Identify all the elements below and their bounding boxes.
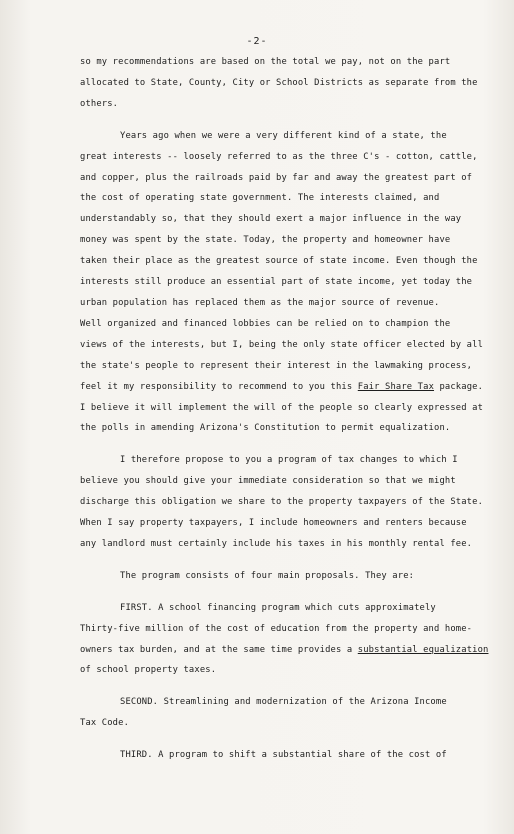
paragraph-3: [80, 450, 484, 555]
text-line: allocated to State, County, City or School Districts as separate from the: [80, 77, 478, 88]
paragraph-second-proposal: [80, 692, 475, 734]
underlined-substantial-equalization: substantial equalization: [357, 644, 489, 655]
text-line: any landlord must certainly include his taxes in his monthly rental fee.: [80, 538, 473, 549]
text-line: I believe it will implement the will of the people so clearly expressed at: [80, 402, 484, 413]
text-line: of school property taxes.: [80, 665, 217, 676]
text-line: THIRD. A program to shift a substantial share of the cost of: [120, 750, 447, 761]
text-line: the polls in amending Arizona's Constitution to permit equalization.: [80, 423, 451, 434]
text-fragment: owners tax burden, and at the same time provides a: [80, 644, 358, 655]
text-line: so my recommendations are based on the total we pay, not on the part: [80, 57, 451, 67]
text-line: believe you should give your immediate consideration so that we might: [80, 476, 456, 487]
text-line: Well organized and financed lobbies can be relied on to champion the: [80, 318, 451, 329]
text-line: others.: [80, 98, 119, 109]
text-line: the state's people to represent their interest in the lawmaking process,: [80, 360, 473, 371]
text-line: urban population has replaced them as the major source of revenue.: [80, 297, 440, 308]
text-line: views of the interests, but I, being the only state officer elected by all: [80, 339, 484, 350]
text-line: When I say property taxpayers, I include homeowners and renters because: [80, 518, 467, 529]
text-line: the cost of operating state government. The interests claimed, and: [80, 193, 440, 204]
text-line: I therefore propose to you a program of tax changes to which I: [120, 455, 458, 466]
text-line: discharge this obligation we share to the property taxpayers of the State.: [80, 497, 484, 508]
paragraph-4: [80, 566, 475, 587]
text-fragment: package.: [434, 381, 484, 392]
underlined-fair-share-tax: Fair Share Tax: [357, 381, 435, 392]
paragraph-1: [80, 52, 478, 115]
text-line: FIRST. A school financing program which cuts approximately: [120, 602, 436, 613]
text-line-fair-share: [80, 377, 484, 398]
paragraph-first-proposal: [80, 598, 489, 682]
paragraph-third-proposal: [80, 745, 475, 766]
text-line: Years ago when we were a very different kind of a state, the: [120, 130, 447, 141]
text-line: The program consists of four main proposals. They are:: [120, 570, 415, 581]
paragraph-2: [80, 126, 484, 440]
text-line: Thirty-five million of the cost of education from the property and home-: [80, 623, 473, 634]
text-line: money was spent by the state. Today, the property and homeowner have: [80, 235, 451, 246]
text-line: SECOND. Streamlining and modernization of the Arizona Income: [120, 697, 447, 708]
text-line: understandably so, that they should exert a major influence in the way: [80, 214, 462, 225]
document-body: [80, 52, 489, 766]
text-line-equalization: [80, 640, 489, 661]
text-fragment: feel it my responsibility to recommend to you this: [80, 381, 358, 392]
text-line: great interests -- loosely referred to as the three C's - cotton, cattle,: [80, 151, 478, 162]
text-line: taken their place as the greatest source of state income. Even though the: [80, 256, 478, 267]
text-line: interests still produce an essential part of state income, yet today the: [80, 277, 473, 288]
text-line: Tax Code.: [80, 718, 130, 729]
page-number: -2-: [246, 36, 268, 47]
text-line: and copper, plus the railroads paid by far and away the greatest part of: [80, 172, 473, 183]
